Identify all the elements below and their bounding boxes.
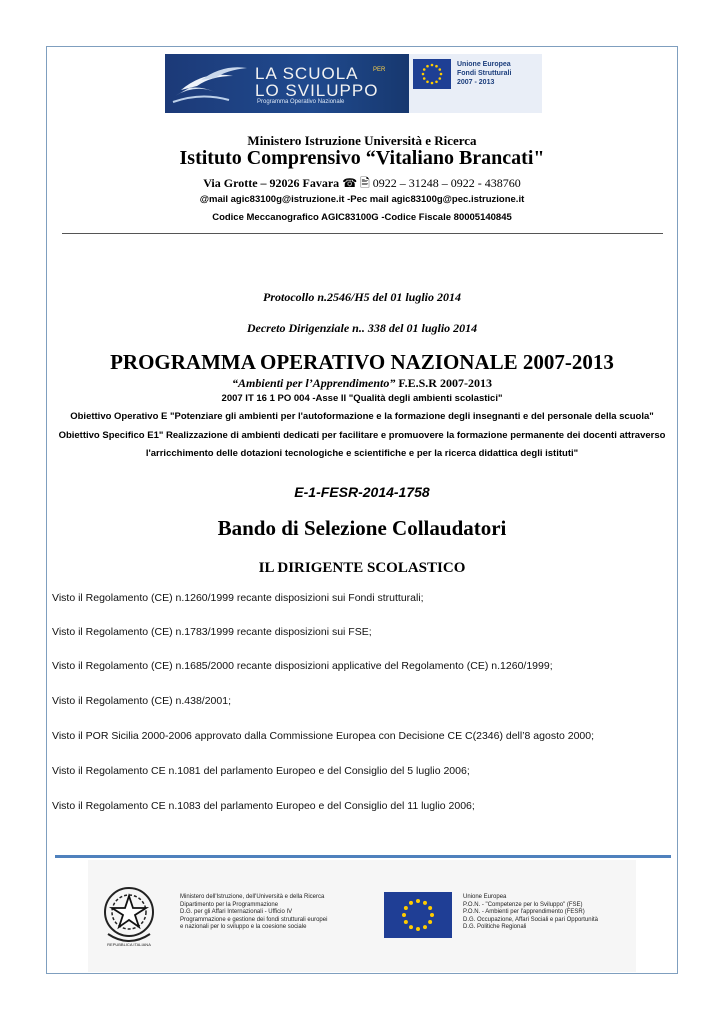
eu-star (440, 73, 443, 76)
visto-item: Visto il Regolamento (CE) n.1685/2000 recante disposizioni applicative del Regolamento (CE) n.1260/1999; (52, 660, 553, 672)
footer-divider (55, 855, 671, 858)
address-street: Via Grotte – 92026 Favara (203, 176, 340, 190)
footer-eu-line: D.G. Politiche Regionali (463, 924, 527, 930)
banner-eu-line: Fondi Strutturali (457, 70, 512, 77)
school-name: Istituto Comprensivo “Vitaliano Brancati" (179, 147, 545, 169)
eu-star (438, 68, 441, 71)
footer-ministry-text (180, 894, 327, 932)
eu-star (409, 925, 413, 929)
footer-eu-line: P.O.N. - "Competenze per lo Sviluppo" (FSE) (463, 901, 583, 908)
visto-item: Visto il Regolamento (CE) n.1260/1999 recante disposizioni sui Fondi strutturali; (52, 592, 424, 604)
visto-item: Visto il Regolamento (CE) n.438/2001; (52, 695, 231, 707)
eu-star (423, 901, 427, 905)
eu-star (428, 906, 432, 910)
protocollo: Protocollo n.2546/H5 del 01 luglio 2014 (262, 290, 461, 304)
emblem-text: REPUBBLICA ITALIANA (107, 942, 151, 947)
eu-star (423, 77, 426, 80)
dirigente-heading: IL DIRIGENTE SCOLASTICO (258, 560, 466, 576)
email-line: @mail agic83100g@istruzione.it -Pec mail agic83100g@pec.istruzione.it (199, 194, 525, 205)
eu-star (423, 68, 426, 71)
ministry-name: Ministero Istruzione Università e Ricerca (247, 133, 477, 148)
banner-per: PER (373, 67, 386, 73)
footer-logos (88, 860, 636, 972)
banner-title-line2: LO SVILUPPO (255, 81, 379, 100)
obiettivo-specifico-line2: l'arricchimento delle dotazioni tecnologiche e scientifiche e per la ricerca didattica degli istituti" (145, 448, 579, 459)
banner-left (165, 54, 409, 113)
eu-star (426, 65, 429, 68)
footer-ministry-line: D.G. per gli Affari Internazionali - Ufficio IV (180, 909, 293, 915)
project-code: E-1-FESR-2014-1758 (294, 484, 430, 500)
ambienti-line (46, 376, 678, 391)
eu-star (423, 925, 427, 929)
obiettivo-specifico-line1: Obiettivo Specifico E1" Realizzazione di ambienti dedicati per facilitare e promuovere la formazione permanente dei docenti attraverso (58, 430, 666, 441)
school-address (46, 174, 678, 195)
footer-eu-line: Unione Europea (463, 894, 507, 900)
codes-line: Codice Meccanografico AGIC83100G -Codice Fiscale 80005140845 (212, 212, 512, 223)
footer-ministry-line: Ministero dell'Istruzione, dell'Università e della Ricerca (180, 894, 325, 900)
flying-books-icon (171, 62, 251, 106)
footer-eu-text (463, 894, 598, 932)
bando-title: Bando di Selezione Collaudatori (217, 516, 507, 540)
pon-banner-logo (165, 54, 542, 113)
banner-title-line1: LA SCUOLA (255, 64, 359, 83)
banner-eu-line: Unione Europea (457, 61, 511, 68)
eu-star (428, 920, 432, 924)
eu-flag-icon (384, 892, 452, 938)
eu-star (402, 913, 406, 917)
banner-eu-panel (409, 54, 542, 113)
footer-eu-line: D.G. Occupazione, Affari Sociali e pari Opportunità (463, 916, 598, 923)
phone-icon: ☎ (342, 176, 358, 190)
italian-republic-emblem-icon (100, 880, 158, 950)
header-divider (62, 233, 663, 234)
footer-eu-line: P.O.N. - Ambienti per l'apprendimento (FESR) (463, 909, 585, 915)
banner-eu-line: 2007 - 2013 (457, 79, 495, 86)
eu-star (431, 82, 434, 85)
footer-ministry-line: Dipartimento per la Programmazione (180, 901, 279, 908)
pon-title: PROGRAMMA OPERATIVO NAZIONALE 2007-2013 (110, 350, 614, 374)
eu-star (422, 73, 425, 76)
footer-ministry-line: e nazionali per lo sviluppo e la coesione sociale (180, 924, 307, 930)
eu-star (435, 65, 438, 68)
eu-star (435, 80, 438, 83)
eu-star (438, 77, 441, 80)
visto-item: Visto il POR Sicilia 2000-2006 approvato dalla Commissione Europea con Decisione CE C(2346) dell’8 agosto 2000; (52, 730, 595, 742)
ambienti-italic: “Ambienti per l’Apprendimento” (232, 376, 396, 390)
fax-icon: 🖹 (360, 176, 370, 190)
eu-star (416, 927, 420, 931)
footer-ministry-line: Programmazione e gestione dei fondi strutturali europei (180, 916, 328, 923)
eu-star (404, 920, 408, 924)
obiettivo-operativo: Obiettivo Operativo E "Potenziare gli ambienti per l'autoformazione e la formazione degli insegnanti e del personale della scuola" (70, 411, 654, 422)
banner-eu-text (457, 60, 511, 87)
banner-subtitle: Programma Operativo Nazionale (257, 99, 345, 105)
visto-item: Visto il Regolamento CE n.1081 del parlamento Europeo e del Consiglio del 5 luglio 2006; (52, 765, 470, 777)
eu-star (426, 80, 429, 83)
visto-item: Visto il Regolamento (CE) n.1783/1999 recante disposizioni sui FSE; (52, 626, 372, 638)
eu-star (431, 64, 434, 67)
eu-flag-icon (413, 59, 451, 89)
decreto: Decreto Dirigenziale n.. 338 del 01 luglio 2014 (246, 321, 478, 335)
ambienti-rest: F.E.S.R 2007-2013 (395, 376, 492, 390)
phone-numbers: 0922 – 31248 – 0922 - 438760 (372, 176, 521, 190)
eu-star (416, 899, 420, 903)
eu-star (404, 906, 408, 910)
eu-star (430, 913, 434, 917)
visto-item: Visto il Regolamento CE n.1083 del parlamento Europeo e del Consiglio del 11 luglio 2006; (52, 800, 475, 812)
eu-star (409, 901, 413, 905)
programme-code: 2007 IT 16 1 PO 004 -Asse II "Qualità degli ambienti scolastici" (221, 393, 503, 404)
